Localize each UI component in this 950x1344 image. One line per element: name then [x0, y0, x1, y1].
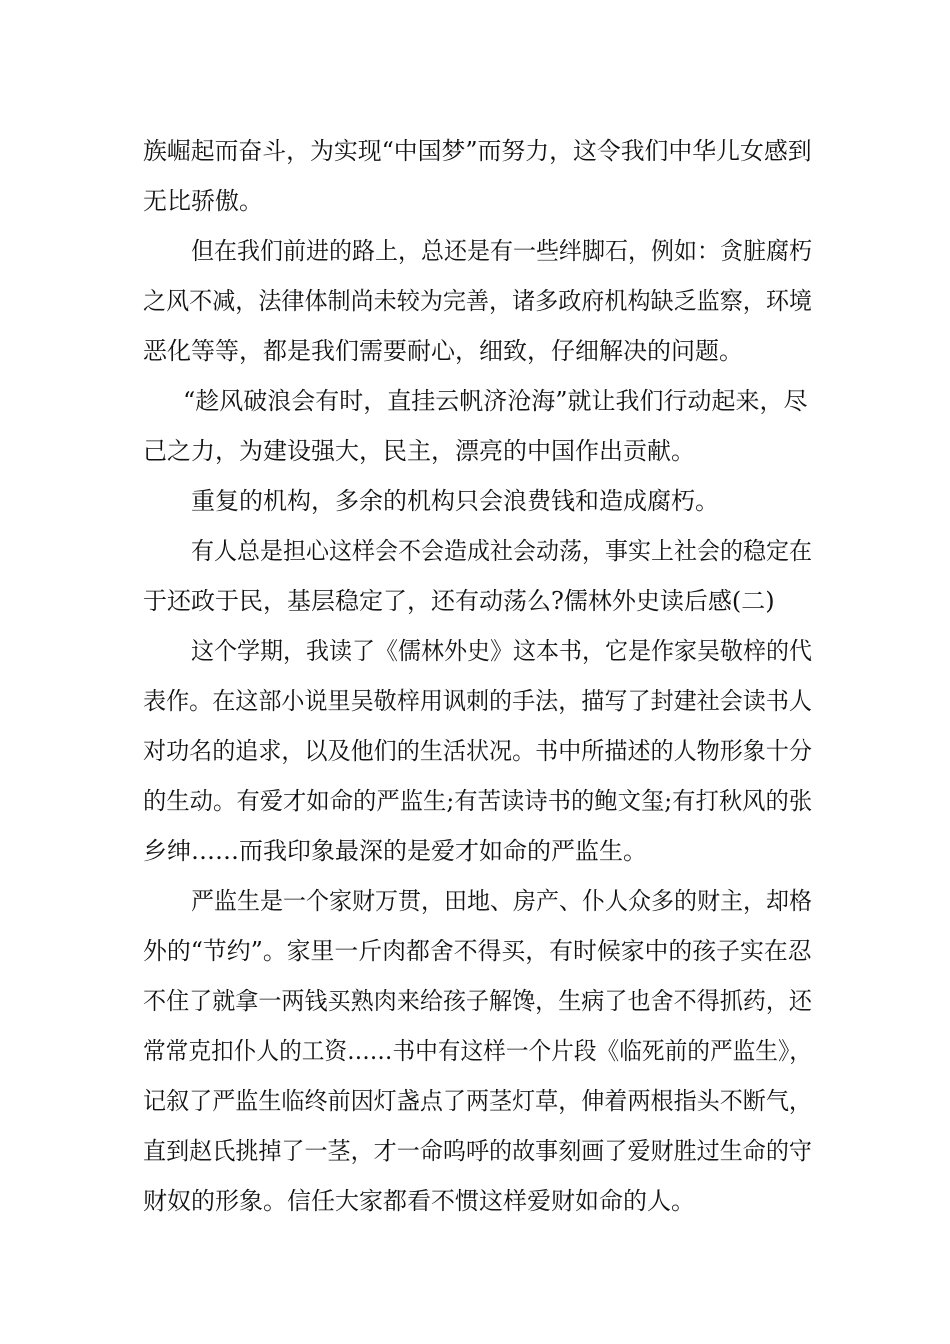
- text-line: 但在我们前进的路上，总还是有一些绊脚石，例如：贪脏腐朽: [191, 237, 812, 265]
- text-line: 的生动。有爱才如命的严监生;有苦读诗书的鲍文玺;有打秋风的张: [143, 787, 813, 815]
- text-line: “趁风破浪会有时，直挂云帆济沧海”就让我们行动起来，尽: [183, 387, 808, 415]
- text-line: 族崛起而奋斗，为实现“中国梦”而努力，这令我们中华儿女感到: [143, 137, 812, 165]
- text-line: 己之力，为建设强大，民主，漂亮的中国作出贡献。: [143, 437, 695, 465]
- text-line: 这个学期，我读了《儒林外史》这本书，它是作家吴敬梓的代: [191, 637, 812, 665]
- text-line: 记叙了严监生临终前因灯盏点了两茎灯草，伸着两根指头不断气，: [143, 1087, 812, 1115]
- text-line: 之风不减，法律体制尚未较为完善，诸多政府机构缺乏监察，环境: [143, 287, 812, 315]
- text-line: 恶化等等，都是我们需要耐心，细致，仔细解决的问题。: [143, 337, 743, 365]
- text-line: 乡绅……而我印象最深的是爱才如命的严监生。: [143, 837, 647, 865]
- text-line: 财奴的形象。信任大家都看不惯这样爱财如命的人。: [143, 1187, 695, 1215]
- text-line: 对功名的追求，以及他们的生活状况。书中所描述的人物形象十分: [143, 737, 812, 765]
- text-line: 直到赵氏挑掉了一茎，才一命呜呼的故事刻画了爱财胜过生命的守: [143, 1137, 812, 1165]
- text-line: 常常克扣仆人的工资……书中有这样一个片段《临死前的严监生》，: [143, 1037, 812, 1065]
- text-line: 有人总是担心这样会不会造成社会动荡，事实上社会的稳定在: [191, 537, 812, 565]
- text-line: 不住了就拿一两钱买熟肉来给孩子解馋，生病了也舍不得抓药，还: [143, 987, 812, 1015]
- text-line: 重复的机构，多余的机构只会浪费钱和造成腐朽。: [191, 487, 719, 515]
- text-line: 外的“节约”。家里一斤肉都舍不得买，有时候家中的孩子实在忍: [143, 937, 812, 965]
- text-line: 无比骄傲。: [143, 187, 263, 215]
- text-line: 表作。在这部小说里吴敬梓用讽刺的手法，描写了封建社会读书人: [143, 687, 812, 715]
- text-line: 严监生是一个家财万贯，田地、房产、仆人众多的财主，却格: [191, 887, 812, 915]
- text-line: 于还政于民，基层稳定了，还有动荡么?儒林外史读后感(二): [143, 587, 775, 615]
